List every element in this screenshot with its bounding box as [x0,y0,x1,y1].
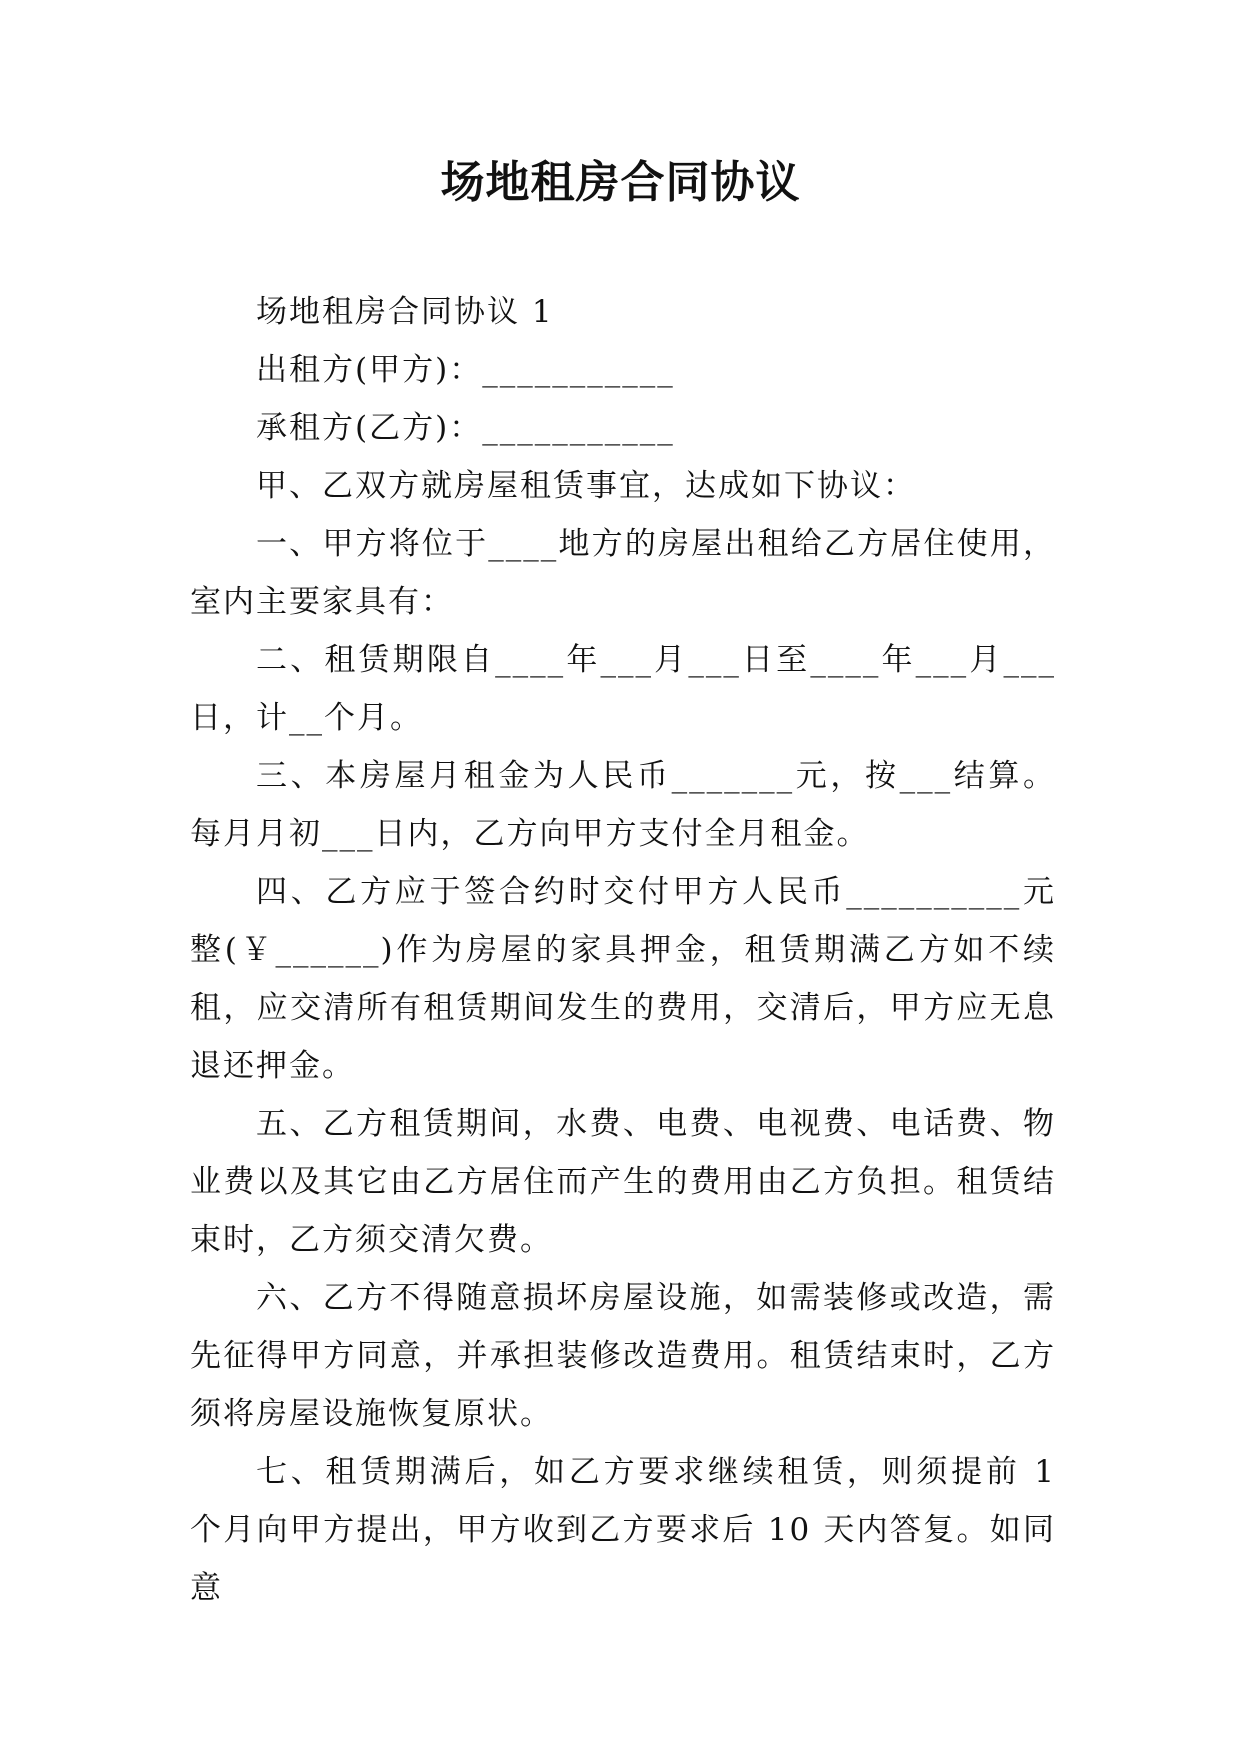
paragraph-clause-7: 七、租赁期满后，如乙方要求继续租赁，则须提前 1 个月向甲方提出，甲方收到乙方要求后 10 天内答复。如同意 [190,1454,1056,1606]
paragraph-heading: 场地租房合同协议 1 [256,294,554,330]
paragraph-clause-6: 六、乙方不得随意损坏房屋设施，如需装修或改造，需先征得甲方同意，并承担装修改造费用。租赁结束时，乙方须将房屋设施恢复原状。 [190,1280,1056,1432]
document-body [190,283,1056,1617]
paragraph-lessee: 承租方(乙方)：___________ [256,410,675,446]
paragraph-clause-5: 五、乙方租赁期间，水费、电费、电视费、电话费、物业费以及其它由乙方居住而产生的费用由乙方负担。租赁结束时，乙方须交清欠费。 [190,1106,1056,1258]
paragraph-clause-4: 四、乙方应于签合约时交付甲方人民币__________元整(￥______)作为房屋的家具押金，租赁期满乙方如不续租，应交清所有租赁期间发生的费用，交清后，甲方应无息退还押金。 [190,874,1056,1084]
document-title: 场地租房合同协议 [440,157,801,208]
paragraph-clause-3: 三、本房屋月租金为人民币_______元，按___结算。每月月初___日内，乙方向甲方支付全月租金。 [190,758,1056,852]
paragraph-lessor: 出租方(甲方)：___________ [256,352,675,388]
paragraph-clause-2: 二、租赁期限自____年___月___日至____年___月___日，计__个月。 [190,642,1056,736]
paragraph-clause-1: 一、甲方将位于____地方的房屋出租给乙方居住使用，室内主要家具有： [190,526,1056,620]
paragraph-agreement-intro: 甲、乙双方就房屋租赁事宜，达成如下协议： [256,468,916,504]
